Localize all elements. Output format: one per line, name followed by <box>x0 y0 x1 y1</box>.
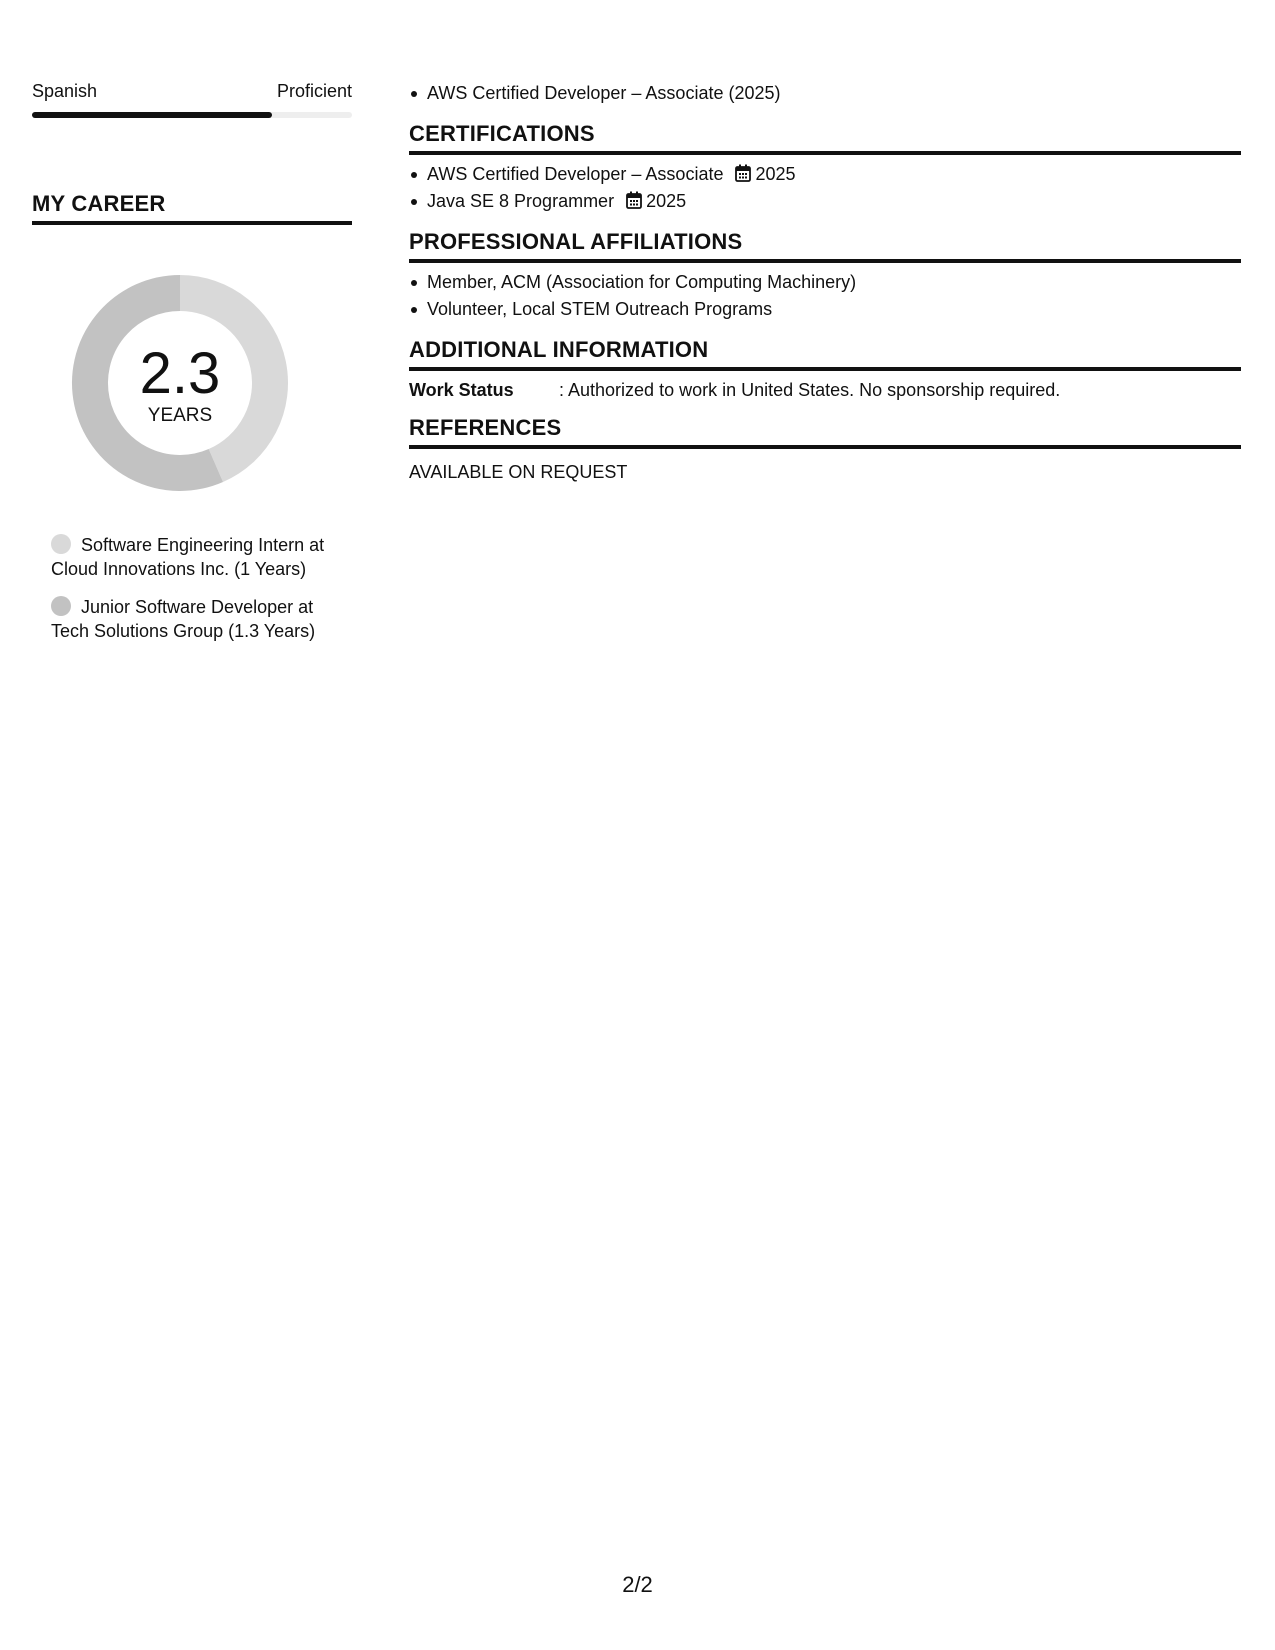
additional-info-section <box>409 337 1241 401</box>
language-level: Proficient <box>276 81 352 101</box>
continued-list <box>409 80 1241 107</box>
career-total-unit: YEARS <box>147 405 213 426</box>
additional-info-title: ADDITIONAL INFORMATION <box>409 337 1241 371</box>
legend-dot-junior-dev <box>51 596 71 616</box>
certification-item <box>427 188 1241 215</box>
certifications-section <box>409 121 1241 215</box>
references-title: REFERENCES <box>409 415 1241 449</box>
main-column <box>409 80 1241 483</box>
sidebar-column <box>32 80 352 657</box>
references-section <box>409 415 1241 483</box>
language-proficiency-fill <box>32 112 272 118</box>
career-section-title: MY CAREER <box>32 191 352 225</box>
certifications-title: CERTIFICATIONS <box>409 121 1241 155</box>
language-row <box>32 80 352 102</box>
language-proficiency-bar <box>32 112 352 118</box>
certifications-list <box>409 161 1241 215</box>
career-legend-item <box>51 533 333 581</box>
career-legend-label: Junior Software Developer at Tech Solutions Group (1.3 Years) <box>51 597 316 641</box>
career-donut-chart <box>66 269 294 497</box>
legend-dot-intern <box>51 534 71 554</box>
affiliations-title: PROFESSIONAL AFFILIATIONS <box>409 229 1241 263</box>
affiliation-item: Volunteer, Local STEM Outreach Programs <box>427 296 1241 323</box>
certification-name: AWS Certified Developer – Associate <box>427 164 724 184</box>
certification-name: Java SE 8 Programmer <box>427 191 615 211</box>
calendar-icon <box>735 164 751 182</box>
certification-year: 2025 <box>755 164 796 184</box>
certification-item <box>427 161 1241 188</box>
career-legend-item <box>51 595 333 643</box>
donut-center-label <box>66 269 294 497</box>
continued-list-item: AWS Certified Developer – Associate (2025) <box>427 80 1241 107</box>
references-text: AVAILABLE ON REQUEST <box>409 462 628 482</box>
work-status-value: : Authorized to work in United States. No sponsorship required. <box>559 380 1061 400</box>
page-number: 2/2 <box>622 1572 653 1597</box>
career-total-value: 2.3 <box>139 341 221 406</box>
affiliation-item: Member, ACM (Association for Computing Machinery) <box>427 269 1241 296</box>
career-legend-label: Software Engineering Intern at Cloud Innovations Inc. (1 Years) <box>51 535 325 579</box>
calendar-icon <box>626 191 642 209</box>
work-status-label: Work Status <box>409 380 514 400</box>
work-status-row <box>409 379 1241 401</box>
career-legend <box>51 533 333 643</box>
affiliations-list <box>409 269 1241 323</box>
certification-year: 2025 <box>646 191 687 211</box>
affiliations-section <box>409 229 1241 323</box>
language-item <box>32 80 352 118</box>
language-name: Spanish <box>32 81 98 101</box>
